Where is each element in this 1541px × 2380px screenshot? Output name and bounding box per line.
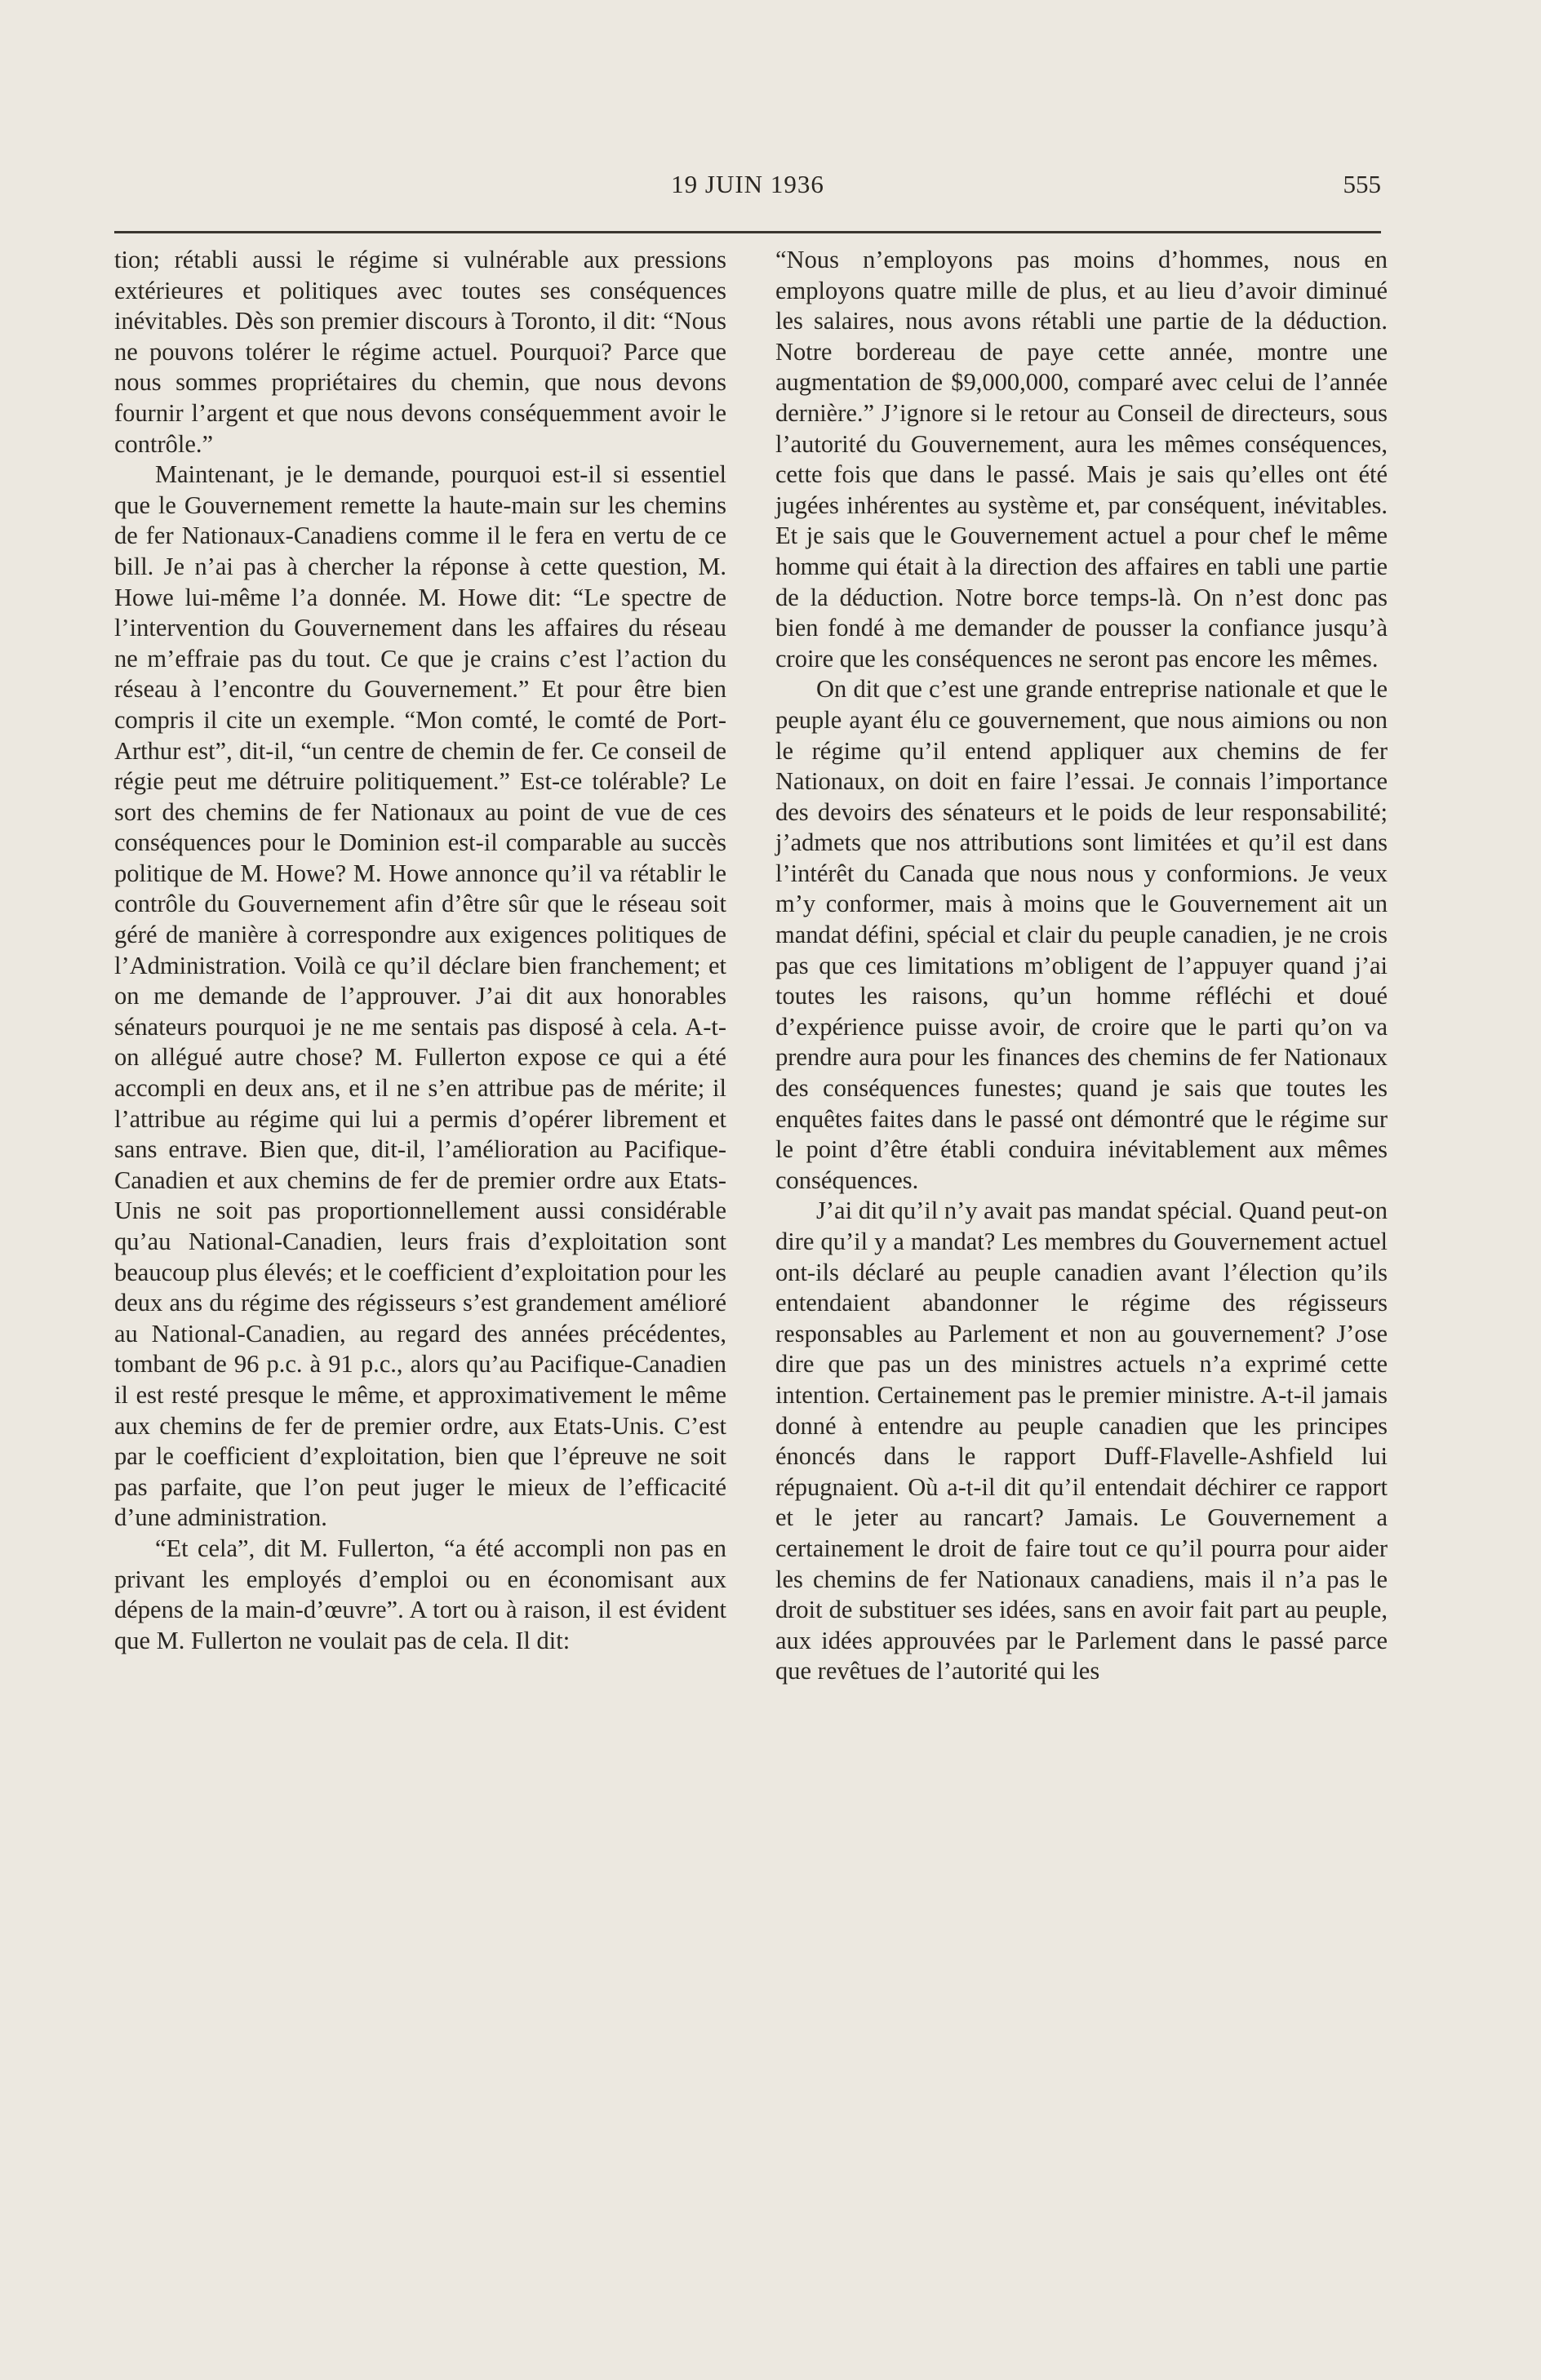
header-date: 19 JUIN 1936	[671, 170, 824, 198]
paragraph: “Nous n’employons pas moins d’hommes, nous en employons quatre mille de plus, et au lieu d’avoir diminué les salaires, nous avons rétabli une partie de la déduction. Notre bordereau de paye cette année, montre une augmentation de $9,000,000, comparé avec celui de l’année dernière.” J’ignore si le retour au Conseil de directeurs, sous l’autorité du Gouvernement, aura les mêmes conséquences, cette fois que dans le passé. Mais je sais qu’elles ont été jugées inhérentes au système et, par conséquent, inévitables. Et je sais que le Gouvernement actuel a pour chef le même homme qui était à la direction des affaires en tabli une partie de la déduction. Notre borce temps-là. On n’est donc pas bien fondé à me demander de pousser la confiance jusqu’à croire que les conséquences ne seront pas encore les mêmes.	[775, 246, 1388, 673]
paragraph: On dit que c’est une grande entreprise nationale et que le peuple ayant élu ce gouvernement, que nous aimions ou non le régime qu’il entend appliquer aux chemins de fer Nationaux, on doit en faire l’essai. Je connais l’importance des devoirs des sénateurs et le poids de leur responsabilité; j’admets que nos attributions sont limitées et qu’il est dans l’intérêt du Canada que nous nous y conformions. Je veux m’y conformer, mais à moins que le Gouvernement ait un mandat défini, spécial et clair du peuple canadien, je ne crois pas que ces limitations m’obligent de l’appuyer quand j’ai toutes les raisons, qu’un homme réfléchi et doué d’expérience puisse avoir, de croire que le parti qu’on va prendre aura pour les finances des chemins de fer Nationaux des conséquences funestes; quand je sais que toutes les enquêtes faites dans le passé ont démontré que le régime sur le point d’être établi conduira inévitablement aux mêmes conséquences.	[775, 675, 1388, 1194]
paragraph: J’ai dit qu’il n’y avait pas mandat spécial. Quand peut-on dire qu’il y a mandat? Les membres du Gouvernement actuel ont-ils déclaré au peuple canadien avant l’élection qu’ils entendaient abandonner le régime des régisseurs responsables au Parlement et non au gouvernement? J’ose dire que pas un des ministres actuels n’a exprimé cette intention. Certainement pas le premier ministre. A-t-il jamais donné à entendre au peuple canadien que les principes énoncés dans le rapport Duff-Flavelle-Ashfield lui répugnaient. Où a-t-il dit qu’il entendait déchirer ce rapport et le jeter au rancart? Jamais. Le Gouvernement a certainement le droit de faire tout ce qu’il pourra pour aider les chemins de fer Nationaux canadiens, mais il n’a pas le droit de substituer ses idées, sans en avoir fait part au peuple, aux idées approuvées par le Parlement dans le passé parce que revêtues de l’autorité qui les	[775, 1197, 1388, 1685]
page-number: 555	[1343, 170, 1381, 198]
header-rule	[114, 231, 1381, 233]
paragraph: “Et cela”, dit M. Fullerton, “a été accompli non pas en privant les employés d’emploi ou en économisant aux dépens de la main-d’œuvre”. A tort ou à raison, il est évident que M. Fullerton ne voulait pas de cela. Il dit:	[114, 1534, 726, 1654]
page-header	[114, 170, 1381, 219]
paragraph: Maintenant, je le demande, pourquoi est-il si essentiel que le Gouvernement remette la haute-main sur les chemins de fer Nationaux-Canadiens comme il le fera en vertu de ce bill. Je n’ai pas à chercher la réponse à cette question, M. Howe lui-même l’a donnée. M. Howe dit: “Le spectre de l’intervention du Gouvernement dans les affaires du réseau ne m’effraie pas du tout. Ce que je crains c’est l’action du réseau à l’encontre du Gouvernement.” Et pour être bien compris il cite un exemple. “Mon comté, le comté de Port-Arthur est”, dit-il, “un centre de chemin de fer. Ce conseil de régie peut me détruire politiquement.” Est-ce tolérable? Le sort des chemins de fer Nationaux au point de vue de ces conséquences pour le Dominion est-il comparable au succès politique de M. Howe? M. Howe annonce qu’il va rétablir le contrôle du Gouvernement afin d’être sûr que le réseau soit géré de manière à correspondre aux exigences politiques de l’Administration. Voilà ce qu’il déclare bien franchement; et on me demande de l’approuver. J’ai dit aux honorables sénateurs pourquoi je ne me sentais pas disposé à cela. A-t-on allégué autre chose? M. Fullerton expose ce qui a été accompli en deux ans, et il ne s’en attribue pas de mérite; il l’attribue au régime qui lui a permis d’opérer librement et sans entrave. Bien que, dit-il, l’amélioration au Pacifique-Canadien et aux chemins de fer de premier ordre aux Etats-Unis ne soit pas proportionnellement aussi considérable qu’au National-Canadien, leurs frais d’exploitation sont beaucoup plus élevés; et le coefficient d’exploitation pour les deux ans du régime des régisseurs s’est grandement amélioré au National-Canadien, au regard des années précédentes, tombant de 96 p.c. à 91 p.c., alors qu’au Pacifique-Canadien il est resté presque le même, et approximativement le même aux chemins de fer de premier ordre, aux Etats-Unis. C’est par le coefficient d’exploitation, bien que l’épreuve ne soit pas parfaite, que l’on peut juger le mieux de l’efficacité d’une administration.	[114, 460, 726, 1532]
paragraph: tion; rétabli aussi le régime si vulnérable aux pressions extérieures et politiques avec toutes ses conséquences inévitables. Dès son premier discours à Toronto, il dit: “Nous ne pouvons tolérer le régime actuel. Pourquoi? Parce que nous sommes propriétaires du chemin, que nous devons fournir l’argent et que nous devons conséquemment avoir le contrôle.”	[114, 246, 726, 458]
right-column	[775, 245, 1388, 1687]
left-column	[114, 245, 726, 1656]
